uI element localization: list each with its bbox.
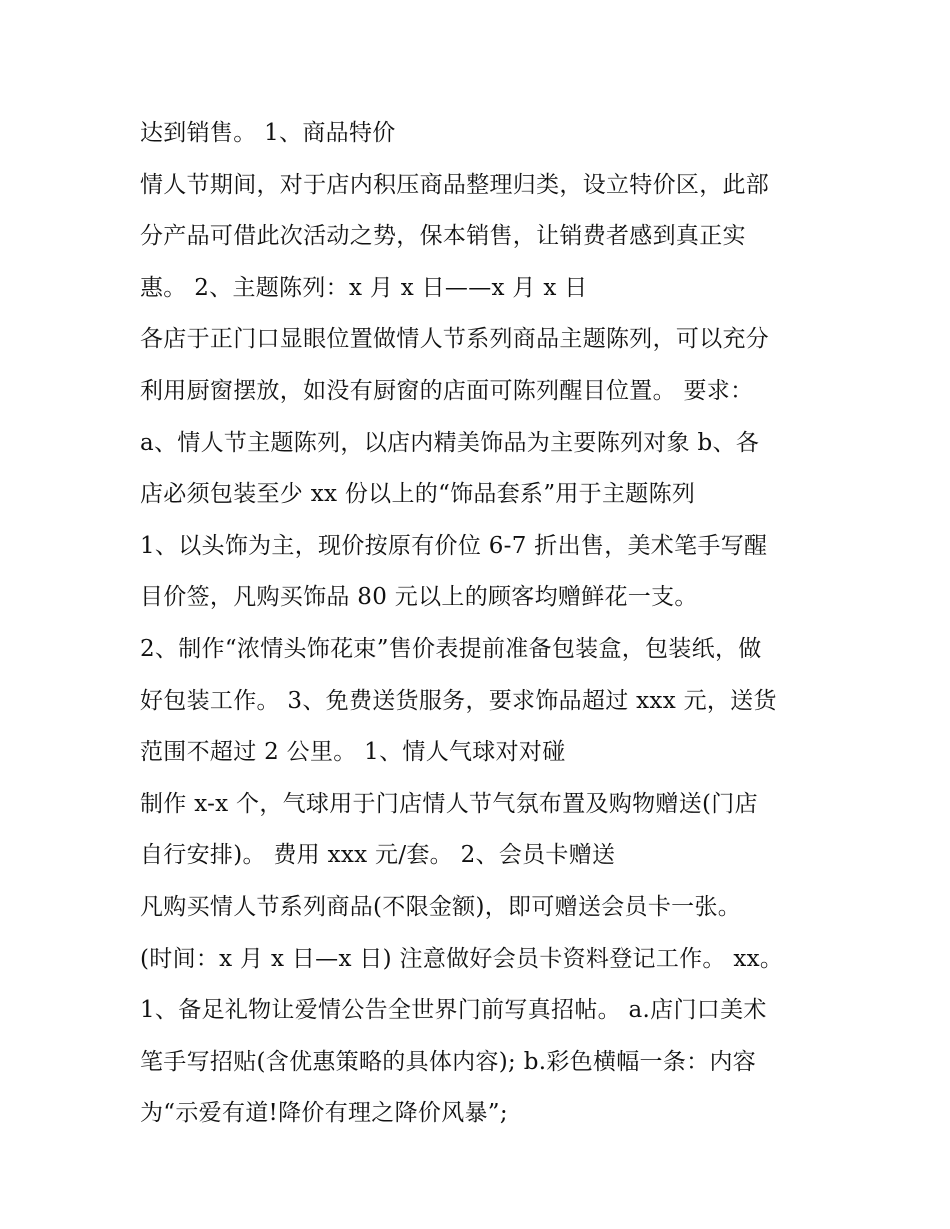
- text-line: 达到销售。 1、商品特价: [140, 120, 396, 146]
- text-line: 分产品可借此次活动之势，保本销售，让销费者感到真正实: [140, 223, 746, 250]
- text-line: 制作 x-x 个，气球用于门店情人节气氛布置及购物赠送(门店: [140, 790, 758, 817]
- text-line: a、情人节主题陈列，以店内精美饰品为主要陈列对象 b、各: [140, 429, 760, 456]
- text-line: 2、制作“浓情头饰花束”售价表提前准备包装盒，包装纸，做: [140, 635, 762, 662]
- text-line: 凡购买情人节系列商品(不限金额)，即可赠送会员卡一张。: [140, 893, 742, 920]
- text-line: 1、备足礼物让爱情公告全世界门前写真招帖。 a.店门口美术: [140, 997, 767, 1024]
- text-line: (时间：x 月 x 日—x 日) 注意做好会员卡资料登记工作。 xx。: [140, 945, 784, 972]
- text-line: 各店于正门口显眼位置做情人节系列商品主题陈列，可以充分: [140, 326, 770, 353]
- text-line: 惠。 2、主题陈列：x 月 x 日——x 月 x 日: [140, 274, 588, 301]
- text-line: 好包装工作。 3、免费送货服务，要求饰品超过 xxx 元，送货: [140, 687, 777, 714]
- text-line: 笔手写招贴(含优惠策略的具体内容); b.彩色横幅一条：内容: [140, 1048, 757, 1075]
- text-line: 范围不超过 2 公里。 1、情人气球对对碰: [140, 739, 566, 766]
- text-line: 自行安排)。 费用 xxx 元/套。 2、会员卡赠送: [140, 842, 616, 869]
- text-line: 利用厨窗摆放，如没有厨窗的店面可陈列醒目位置。 要求：: [140, 377, 754, 404]
- text-line: 为“示爱有道!降价有理之降价风暴”;: [140, 1100, 508, 1127]
- text-line: 目价签，凡购买饰品 80 元以上的顾客均赠鲜花一支。: [140, 584, 698, 611]
- body-text: [140, 108, 840, 1140]
- text-line: 情人节期间，对于店内积压商品整理归类，设立特价区，此部: [140, 171, 770, 198]
- text-line: 店必须包装至少 xx 份以上的“饰品套系”用于主题陈列: [140, 481, 696, 508]
- text-line: 1、以头饰为主，现价按原有价位 6-7 折出售，美术笔手写醒: [140, 532, 768, 559]
